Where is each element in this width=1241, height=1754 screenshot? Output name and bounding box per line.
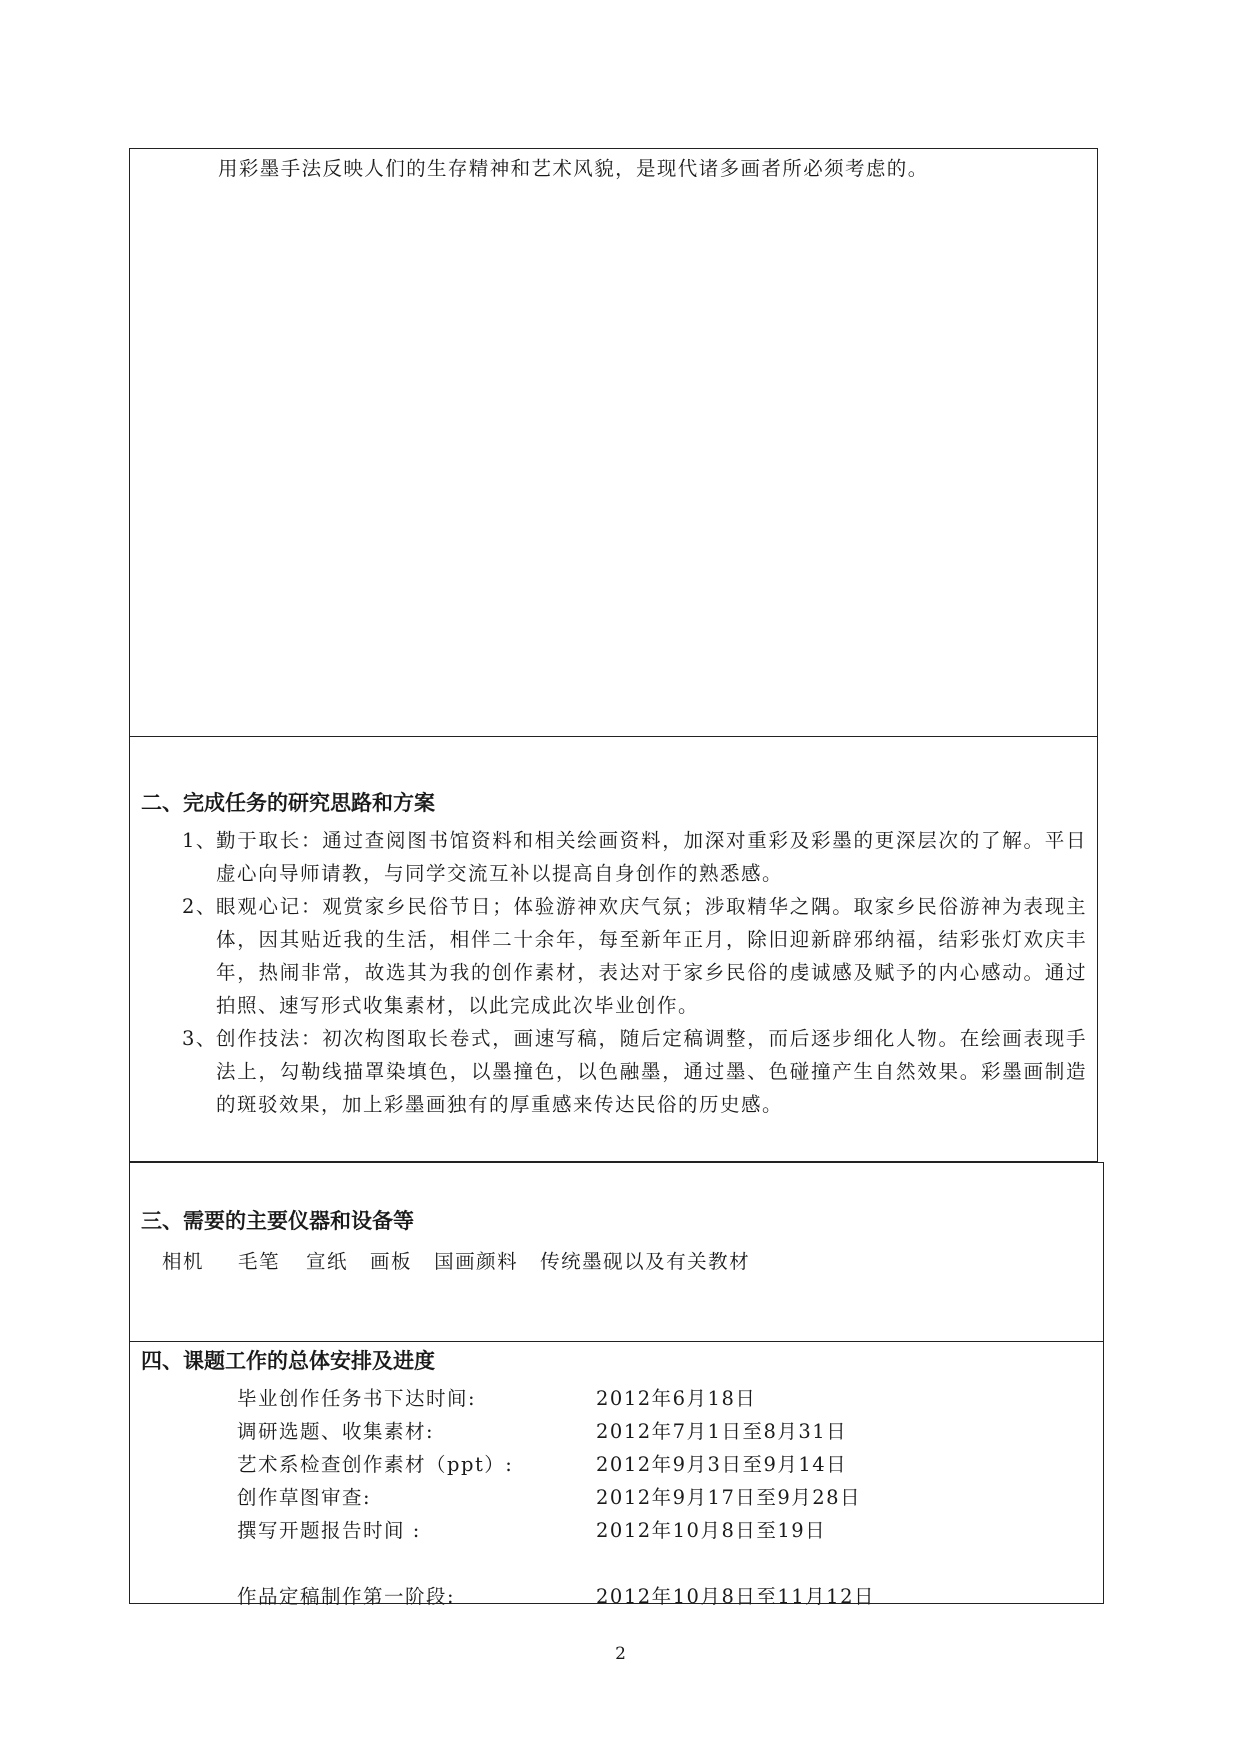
- plan-item: [182, 1022, 1087, 1121]
- schedule-list: [237, 1380, 875, 1611]
- schedule-row: [237, 1578, 875, 1611]
- schedule-task: 撰写开题报告时间 :: [237, 1518, 421, 1542]
- equipment-item: 相机: [162, 1250, 205, 1273]
- research-plan-heading: 二、完成任务的研究思路和方案: [141, 791, 435, 815]
- background-section: [129, 148, 1098, 737]
- schedule-section: [129, 1342, 1104, 1608]
- equipment-section: [129, 1162, 1104, 1342]
- schedule-task: 作品定稿制作第一阶段:: [237, 1584, 456, 1608]
- schedule-date: 2012年6月18日: [596, 1386, 757, 1410]
- schedule-task: 调研选题、收集素材:: [237, 1419, 435, 1443]
- schedule-row: [237, 1413, 875, 1446]
- schedule-heading: 四、课题工作的总体安排及进度: [141, 1349, 435, 1373]
- schedule-task: 创作草图审查:: [237, 1485, 372, 1509]
- equipment-item: 画板: [370, 1250, 413, 1273]
- plan-item-number: 3、: [182, 1027, 217, 1050]
- page-number: 2: [615, 1644, 626, 1664]
- schedule-task: 艺术系检查创作素材（ppt）:: [237, 1452, 514, 1476]
- plan-item-text: 眼观心记：观赏家乡民俗节日；体验游神欢庆气氛；涉取精华之隅。取家乡民俗游神为表现主体，因其贴近我的生活，相伴二十余年，每至新年正月，除旧迎新辟邪纳福，结彩张灯欢庆丰年，热闹非常，故选其为我的创作素材，表达对于家乡民俗的虔诚感及赋予的内心感动。通过拍照、速写形式收集素材，以此完成此次毕业创作。: [216, 895, 1087, 1017]
- plan-item-number: 1、: [182, 829, 217, 852]
- schedule-row: [237, 1512, 875, 1545]
- schedule-date: 2012年10月8日至19日: [596, 1518, 827, 1542]
- equipment-item: 毛笔: [238, 1250, 281, 1273]
- schedule-date: 2012年9月3日至9月14日: [596, 1452, 848, 1476]
- plan-item-text: 创作技法：初次构图取长卷式，画速写稿，随后定稿调整，而后逐步细化人物。在绘画表现手法上，勾勒线描罩染填色，以墨撞色，以色融墨，通过墨、色碰撞产生自然效果。彩墨画制造的斑驳效果，加上彩墨画独有的厚重感来传达民俗的历史感。: [216, 1027, 1087, 1116]
- equipment-item: 国画颜料: [434, 1250, 519, 1273]
- schedule-row: [237, 1446, 875, 1479]
- schedule-date: 2012年10月8日至11月12日: [596, 1584, 875, 1608]
- schedule-date: 2012年7月1日至8月31日: [596, 1419, 848, 1443]
- schedule-task: 毕业创作任务书下达时间:: [237, 1386, 477, 1410]
- equipment-item: 宣纸: [306, 1250, 349, 1273]
- plan-item: [182, 824, 1087, 890]
- equipment-heading: 三、需要的主要仪器和设备等: [141, 1209, 414, 1233]
- schedule-row: [237, 1479, 875, 1512]
- schedule-date: 2012年9月17日至9月28日: [596, 1485, 862, 1509]
- plan-item-number: 2、: [182, 895, 217, 918]
- plan-item-text: 勤于取长：通过查阅图书馆资料和相关绘画资料，加深对重彩及彩墨的更深层次的了解。平日虚心向导师请教，与同学交流互补以提高自身创作的熟悉感。: [216, 829, 1087, 885]
- equipment-list: [162, 1246, 750, 1274]
- schedule-row: [237, 1380, 875, 1413]
- plan-item: [182, 890, 1087, 1022]
- research-plan-section: [129, 737, 1098, 1162]
- intro-text: 用彩墨手法反映人们的生存精神和艺术风貌，是现代诸多画者所必须考虑的。: [218, 157, 929, 180]
- research-plan-list: [182, 824, 1087, 1121]
- equipment-item: 传统墨砚以及有关教材: [540, 1250, 751, 1273]
